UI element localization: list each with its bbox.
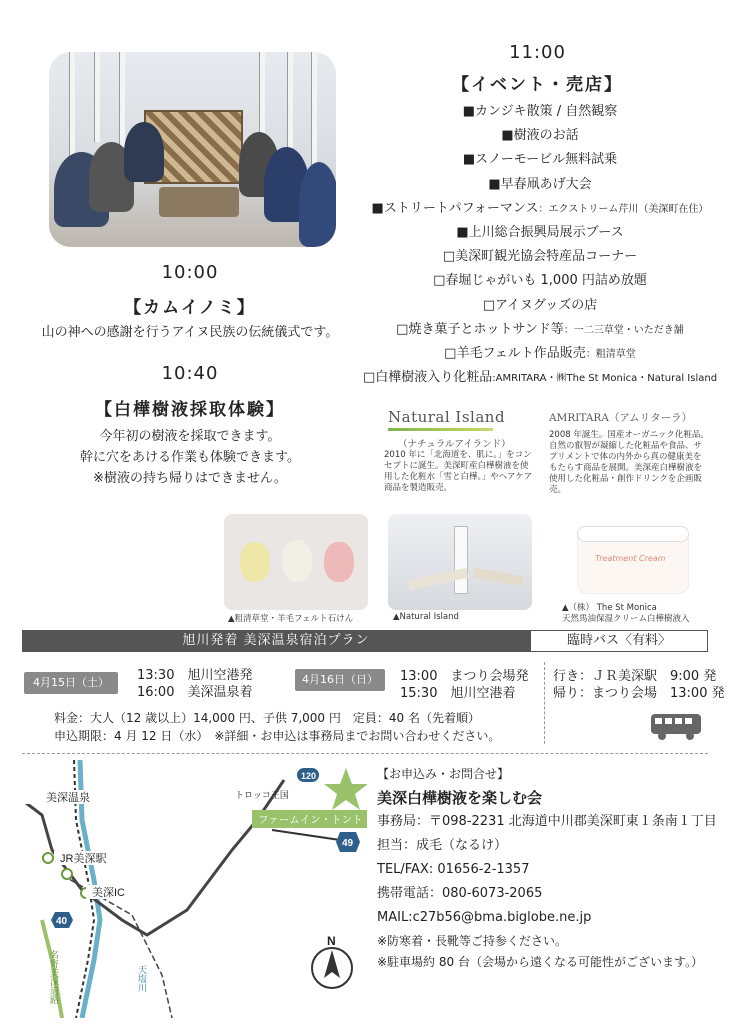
felt-soap-caption: ▲粗清草堂・羊毛フェルト石けん — [228, 614, 354, 624]
st-monica-caption: ▲（株） The St Monica — [562, 603, 657, 613]
event-item — [360, 221, 720, 245]
event-item-sub: ：粗清草堂 — [585, 348, 636, 360]
event-item-sub: ：エクストリーム芹川（美深町在住） — [538, 203, 709, 215]
event-item — [360, 269, 720, 293]
jar-label: Treatment Cream — [595, 554, 666, 563]
contact-person: 担当：成毛（なるけ） — [377, 838, 508, 853]
event-item-label: ■カンジキ散策 / 自然観察 — [462, 104, 618, 119]
tour-banner: 旭川発着 美深温泉宿泊プラン — [22, 630, 530, 652]
natural-island-logo: Natural Island — [388, 408, 506, 426]
map-label-torokko: トロッコ王国 — [235, 790, 289, 800]
day2-badge: 4月16日（日） — [295, 669, 385, 691]
event-item-label: □白樺樹液入り化粧品 — [362, 370, 493, 386]
contact-note: ※駐車場約 80 台（会場から遠くなる可能性がございます。） — [377, 955, 703, 969]
kamuinomi-title: 【カムイノミ】 — [124, 298, 256, 318]
event-time: 11:00 — [509, 42, 566, 63]
route-49-icon: 49 — [342, 838, 354, 849]
event-item-label: ■上川総合振興局展示ブース — [456, 224, 624, 240]
contact-org: 美深白樺樹液を楽しむ会 — [377, 789, 543, 807]
schedule-line: 15:30 旭川空港着 — [400, 686, 516, 701]
event-item-sub: ：一二三草堂・いただき舗 — [563, 324, 684, 336]
schedule-line: 13:30 旭川空港発 — [137, 668, 253, 683]
st-monica-caption-2: 天然馬油保湿クリーム白樺樹液入 — [562, 614, 690, 624]
event-item-label: □春堀じゃがいも 1,000 円詰め放題 — [433, 273, 647, 289]
natural-island-caption: ▲Natural Island — [393, 612, 459, 622]
event-item — [360, 318, 720, 342]
contact-header: 【お申込み・お問合せ】 — [377, 767, 510, 781]
natural-island-desc: 2010 年に「北海道を、肌に。」をコンセプトに誕生。美深町産白樺樹液を使用した化粧水「雪と白樺。」やヘアケア商品を製造販売。 — [384, 450, 533, 493]
event-item — [360, 342, 720, 366]
event-item-sub: :AMRITARA・㈱The St Monica・Natural Island — [492, 373, 718, 385]
event-item — [360, 148, 720, 172]
event-item-label: □焼き菓子とホットサンド等 — [396, 321, 564, 337]
route-40-icon: 40 — [56, 916, 68, 927]
event-item-label: □美深町観光協会特産品コーナー — [442, 249, 638, 265]
bus-schedule — [553, 668, 725, 702]
bus-icon — [650, 712, 702, 742]
map-label-farm: ファームイン・トント — [258, 814, 363, 826]
kamuinomi-time: 10:00 — [161, 262, 219, 283]
divider — [544, 662, 545, 744]
tour-deadline: 申込期限：4 月 12 日（水） ※詳細・お申込は事務局までお問い合わせください。 — [54, 729, 501, 743]
event-item-label: ■早春凧あげ大会 — [488, 176, 592, 192]
event-item — [360, 124, 720, 148]
cream-jar-photo — [555, 514, 705, 600]
north-arrow-icon: N — [327, 934, 336, 948]
felt-soap-photo — [224, 514, 368, 610]
ceremony-photo — [49, 52, 336, 247]
event-item — [360, 100, 720, 124]
day2-schedule — [400, 668, 528, 702]
sap-title: 【白樺樹液採取体験】 — [95, 400, 285, 420]
day1-schedule — [137, 667, 252, 701]
event-item-label: ■ストリートパフォーマンス — [371, 200, 539, 216]
amritara-desc: 2008 年誕生。国産オーガニック化粧品。自然の叡智が凝縮した化粧品や食品、サプリメントで体の内外から真の健康美をもたらす商品を展開。美深産白樺樹液を使用した化粧品・創作ドリンクを企画販売。 — [549, 430, 709, 495]
sap-desc-line: 今年初の樹液を採取できます。 — [99, 429, 281, 444]
map-label-river: 天塩川 — [137, 965, 147, 992]
route-120-icon: 120 — [301, 771, 317, 781]
leaf-line-icon — [388, 428, 493, 431]
event-item-label: □アイヌグッズの店 — [482, 297, 598, 313]
contact-note: ※防寒着・長靴等ご持参ください。 — [377, 934, 568, 948]
contact-tel: TEL/FAX: 01656-2-1357 — [377, 862, 530, 877]
section-divider — [22, 753, 708, 754]
schedule-line: 16:00 美深温泉着 — [137, 685, 253, 700]
event-item — [360, 294, 720, 318]
contact-mobile: 携帯電話：080-6073-2065 — [377, 886, 543, 901]
sap-time: 10:40 — [161, 363, 219, 384]
event-item-label: ■スノーモービル無料試乗 — [462, 152, 618, 168]
map-label-onsen: 美深温泉 — [46, 792, 90, 804]
contact-info — [377, 762, 717, 972]
event-list — [360, 100, 720, 390]
event-item — [360, 173, 720, 197]
map-label-road: 名寄美深道路 — [49, 950, 59, 1004]
event-item-label: ■樹液のお話 — [501, 128, 579, 144]
map-label-ic: 美深IC — [92, 887, 125, 899]
tour-fee: 料金：大人（12 歳以上）14,000 円、子供 7,000 円 定員：40 名（先着順） — [54, 711, 480, 725]
sap-desc-line: ※樹液の持ち帰りはできません。 — [93, 471, 287, 486]
event-title: 【イベント・売店】 — [452, 75, 623, 95]
contact-office: 事務局：〒098-2231 北海道中川郡美深町東１条南１丁目 — [377, 814, 717, 829]
sap-desc-line: 幹に穴をあける作業も体験できます。 — [80, 450, 300, 465]
event-item — [360, 366, 720, 390]
amritara-logo: AMRITARA（アムリターラ） — [549, 412, 693, 424]
access-map — [22, 760, 367, 1018]
sap-desc — [20, 426, 360, 489]
contact-mail[interactable]: MAIL:c27b56@bma.biglobe.ne.jp — [377, 910, 592, 925]
bus-line: 帰り：まつり会場 13:00 発 — [553, 686, 725, 701]
schedule-line: 13:00 まつり会場発 — [400, 669, 529, 684]
natural-island-kana: （ナチュラルアイランド） — [398, 439, 511, 450]
event-item — [360, 197, 720, 221]
natural-island-photo — [388, 514, 532, 610]
event-item — [360, 245, 720, 269]
event-item-label: □羊毛フェルト作品販売 — [444, 345, 586, 361]
kamuinomi-desc: 山の神への感謝を行うアイヌ民族の伝統儀式です。 — [41, 325, 339, 340]
map-label-station: JR美深駅 — [60, 853, 107, 865]
bus-title: 臨時バス〈有料〉 — [530, 630, 708, 652]
day1-badge: 4月15日（土） — [24, 672, 118, 694]
bus-line: 行き：ＪＲ美深駅 9:00 発 — [553, 669, 717, 684]
